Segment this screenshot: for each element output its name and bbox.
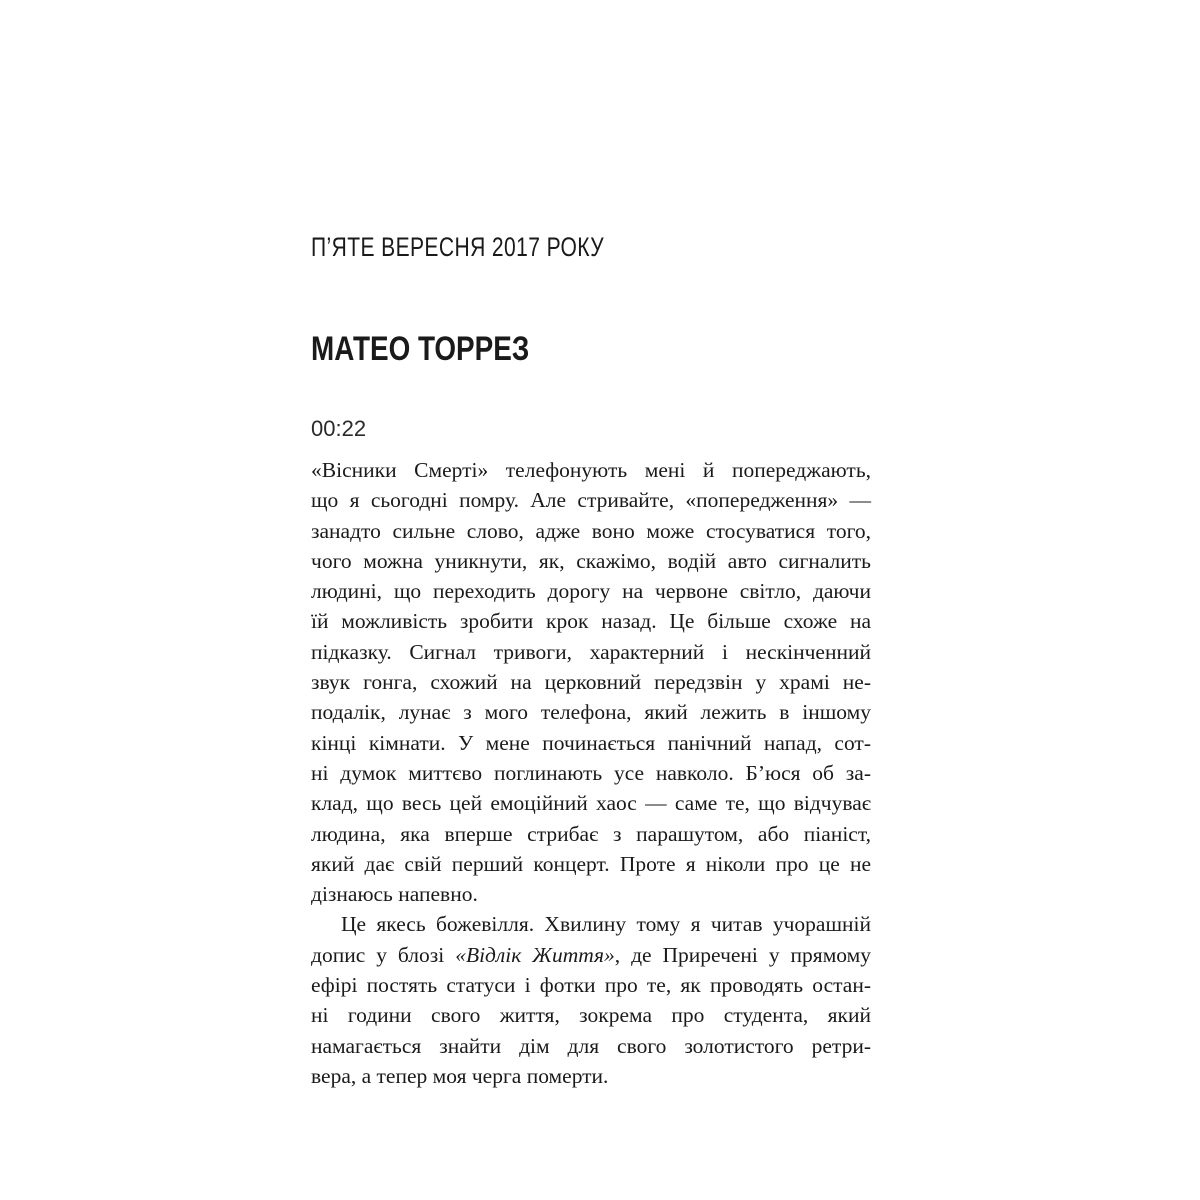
paragraph-2 [311, 909, 871, 1091]
text-line: людина, яка вперше стрибає з парашутом, або піаніст, [311, 821, 871, 846]
text-line: який дає свій перший концерт. Проте я ніколи про це не [311, 851, 871, 876]
text-line: занадто сильне слово, адже воно може стосуватися того, [311, 518, 871, 543]
text-line: їй можливість зробити крок назад. Це більше схоже на [311, 609, 871, 634]
text-line: вера, а тепер моя черга померти. [311, 1063, 609, 1088]
text-line: ефірі постять статуси і фотки про те, як проводять остан- [311, 973, 871, 998]
text-fragment: допис у блозі [311, 942, 456, 967]
text-line: клад, що весь цей емоційний хаос — саме те, що відчуває [311, 791, 871, 816]
text-line: кінці кімнати. У мене починається панічний напад, сот- [311, 730, 871, 755]
text-line: намагається знайти дім для свого золотистого ретри- [311, 1033, 871, 1058]
date-heading: П’ЯТЕ ВЕРЕСНЯ 2017 РОКУ [311, 232, 604, 262]
text-line: людині, що переходить дорогу на червоне світло, даючи [311, 579, 871, 604]
text-line: «Вісники Смерті» телефонують мені й попереджають, [311, 458, 871, 482]
text-line: чого можна уникнути, як, скажімо, водій авто сигналить [311, 548, 871, 573]
text-line: ні години свого життя, зокрема про студента, який [311, 1003, 871, 1028]
text-line: Це якесь божевілля. Хвилину тому я читав учорашній [341, 912, 871, 937]
text-line: звук гонга, схожий на церковний передзвін у храмі не- [311, 670, 871, 695]
text-line: що я сьогодні помру. Але стривайте, «попередження» — [311, 488, 871, 513]
text-line: ні думок миттєво поглинають усе навколо. Б’юся об за- [311, 760, 871, 785]
text-line-with-italic [311, 940, 871, 970]
chapter-title: МАТЕО ТОРРЕЗ [311, 330, 530, 368]
text-line: підказку. Сигнал тривоги, характерний і нескінченний [311, 639, 871, 664]
body-text [311, 455, 871, 1091]
blog-title-italic: «Відлік Життя» [455, 942, 615, 967]
text-line: подалік, лунає з мого телефона, який лежить в іншому [311, 700, 871, 725]
timestamp: 00:22 [311, 416, 367, 441]
text-fragment: , де Приречені у прямому [614, 942, 871, 967]
paragraph-1 [311, 455, 871, 909]
text-line: дізнаюсь напевно. [311, 882, 478, 907]
